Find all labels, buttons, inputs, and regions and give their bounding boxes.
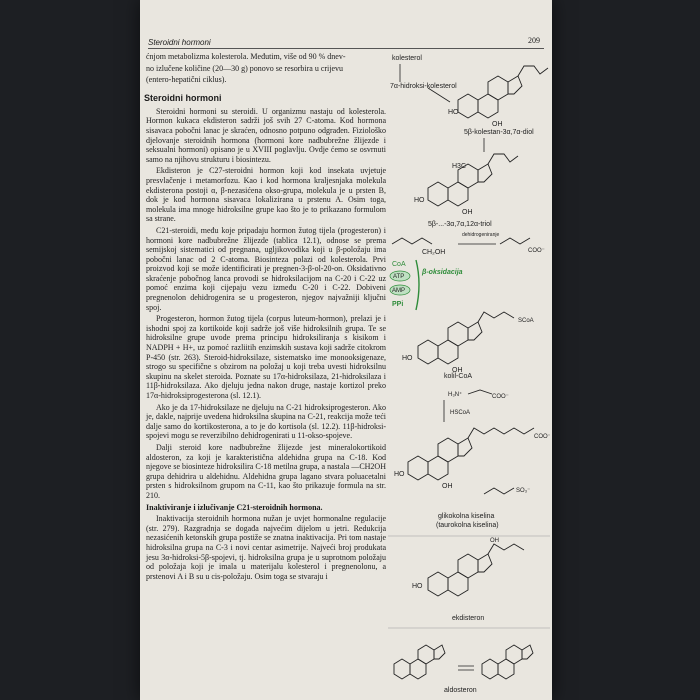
book-page bbox=[140, 0, 552, 700]
label-hscoa: HSCoA bbox=[450, 410, 471, 416]
steroid-diol-structure bbox=[448, 66, 548, 128]
paragraph-2: Ekdisteron je C27-steroidni hormon koji kod insekata uvjetuje presvlačenje i metamorfozu. Kao i kod hormona kraljesnjaka molekula ekdisterona postoji α, β-nezasićena okso-grupa, molekula je u prsten B, dok je kod hormona sisavaca lokalizirana u prstenu A. Osim toga, molekula ima mnoge hidroksilne grupe kao što je to prikazano formulom sa strane. bbox=[146, 166, 386, 224]
page-number: 209 bbox=[528, 36, 540, 45]
left-text-column bbox=[146, 52, 386, 583]
ho-label-ekd: HO bbox=[412, 583, 423, 590]
taurine-chain bbox=[484, 488, 514, 494]
label-h3n: H₃N⁺ bbox=[448, 392, 463, 398]
equilibrium-arrow bbox=[458, 666, 474, 670]
aldosteron-structure-right bbox=[482, 645, 533, 679]
side-chain-right bbox=[500, 238, 530, 244]
oh-label-2: OH bbox=[492, 121, 503, 128]
oh-label-kolil: OH bbox=[452, 367, 463, 374]
label-dehydrogenation: dehidrogeniranje bbox=[462, 232, 500, 238]
label-kolesterol: kolesterol bbox=[392, 55, 422, 62]
label-coo: COO⁻ bbox=[528, 248, 545, 254]
ho-label-kolil: HO bbox=[402, 355, 413, 362]
oh-label-1: HO bbox=[448, 109, 459, 116]
kolil-coa-structure bbox=[402, 312, 534, 374]
ho-label-triol: HO bbox=[414, 197, 425, 204]
intro-line-3: (entero-hepatični ciklus). bbox=[146, 75, 227, 85]
label-hydroxy-kolesterol: 7α-hidroksi-kolesterol bbox=[390, 83, 457, 90]
label-scoa: SCoA bbox=[518, 318, 534, 324]
label-coo-3: COO⁻ bbox=[534, 434, 550, 440]
label-glikokolna: glikokolna kiselina bbox=[438, 513, 495, 520]
arrow-2 bbox=[428, 88, 450, 102]
label-aldosteron: aldosteron bbox=[444, 687, 477, 694]
label-ppi: PPi bbox=[392, 301, 404, 308]
label-amp: AMP bbox=[392, 288, 406, 294]
bile-acid-figure bbox=[388, 48, 550, 700]
label-ch2oh: CH₂OH bbox=[422, 249, 446, 256]
label-taurokolna: (taurokolna kiselina) bbox=[436, 522, 499, 529]
label-so3: SO₃⁻ bbox=[516, 488, 531, 494]
ho-label-gliko: HO bbox=[394, 471, 405, 478]
oh-label-ekd: OH bbox=[490, 538, 499, 544]
label-diol: 5β-kolestan-3α,7α-diol bbox=[464, 129, 534, 136]
paragraph-4: Progesteron, hormon žutog tijela (corpus luteum-hormon), prelazi je i ishodni spoj za kortikoide koji sadrže još više hidroksilnih grupa. Te se hidroksilne grupe uvode prema principu hidroksiliranja s kisikom i NADPH + H+, uz pomoć razliitih enzimskih sustava koji sadrže citokrom P-450 (str. 263). Steroid-hidroksilaze, sistematsko ime monooksigenaze, strogo su specifične s obzirom na položaj u koji treba uvesti hidroksilnu skupinu na skelet steroida. Poznate su 17α-hidroksilaza, 21-hidroksilaza i 11β-hidroksilaza. Ako djeluju jedna nakon druge, nastaje kortizol preko 17α-hidroksiprogesterona (sl. 12.1). bbox=[146, 314, 386, 400]
glikokolna-structure bbox=[394, 428, 550, 490]
steroid-triol-structure bbox=[414, 154, 518, 216]
ekdisteron-structure bbox=[412, 538, 524, 596]
label-kolil-coa: kolil-CoA bbox=[444, 373, 473, 380]
running-title: Steroidni hormoni bbox=[148, 38, 211, 47]
aldosteron-structure-left bbox=[394, 645, 445, 679]
label-beta-oxidation: β-oksidacija bbox=[422, 269, 463, 276]
oh-label-triol: OH bbox=[462, 209, 473, 216]
h3c-label-1: H3C bbox=[452, 163, 467, 170]
paragraph-1: Steroidni hormoni su steroidi. U organizmu nastaju od kolesterola. Hormon kukaca ekdisteron sadrži još svih 27 C-atoma. Kod hormona sisavaca pobočni lanac je skraćen, odnosno potpuno odgrađen. Fiziološko djelovanje steroidnih hormona (hormoni kore nadbubrežne žlijezde i seksualni hormoni) opisano je u XVIII poglavlju. Ovdje ćemo se osvrnuti samo na njihovu strukturu i biosintezu. bbox=[146, 106, 386, 164]
green-arrow-activation bbox=[416, 260, 419, 310]
label-coa: CoA bbox=[392, 261, 406, 268]
label-triol: 5β-...-3α,7α,12α-triol bbox=[428, 221, 492, 228]
paragraph-7: Inaktivacija steroidnih hormona nužan je uvjet hormonalne regulacije (str. 279). Razgradnja se događa najvećim dijelom u jetri. Redukcija nezasićenih ketonskih grupa postiže se znatna inaktivacija. Pri tom nastaje hidroksilna grupa na C-3 i novi centar asimetrije. Najveći broj produkata jesu 3α-hidroksi-5β-spojevi, tj. hidroksilna grupa je u suprotnom položaju od položaja koji je imala u materijalu kolesterol i pregnenolonu, a prstenovi A i B su u cis-položaju. Osim toga se stvaraju i bbox=[146, 514, 386, 581]
paragraph-6: Dalji steroid kore nadbubrežne žlijezde jest mineralokortikoid aldosteron, za koji je karakteristična aldehidna grupa na C-18. Kod njegove se biosinteze hidroksilira C-18 metilna grupa, a nastala —CH2OH grupa dehidrira u aldehidnu. Aldehidna grupa lagano stvara poluacetalni prsten s hidroksilnom grupom na C-11, kao što prikazuje formula na str. 210. bbox=[146, 442, 386, 500]
paragraph-3: C21-steroidi, među koje pripadaju hormon žutog tijela (progesteron) i hormoni kore nadbubrežne žlijezde (tablica 12.1), odnose se prema semijskoj sistematici od pregnana, ugljikovodika koji u β-položaju ima pobočni lanac od 2 C-atoma. Biosinteza polazi od kolesterola. Prvi proizvod koji se može identificirati je pregnen-3-β-ol-20-on. Oksidativno skraćenje pobočnog lanca provodi se hidroksilacijom na C-20 i C-22 uz pomoć enzima koji cijepaju vezu između C-20 i C-22. Dobiveni pregnenolon dehidrogenira se u progesteron, njegov najvažniji ključni spoj. bbox=[146, 225, 386, 312]
section-title: Steroidni hormoni bbox=[144, 92, 222, 103]
oh-label-gliko: OH bbox=[442, 483, 453, 490]
label-atp: ATP bbox=[393, 274, 405, 280]
intro-line-2: no izlučene količine (20—30 g) ponovo se resorbira u crijevu bbox=[146, 63, 344, 73]
glycine-chain bbox=[468, 390, 492, 394]
subheading: Inaktiviranje i izlučivanje C21-steroidnih hormona. bbox=[146, 502, 323, 512]
paragraph-5: Ako je da 17-hidroksilaze ne djeluju na C-21 hidroksiprogesteron. Ako je, dakle, najprije uvedena hidroksilna skupina na C-21, reakcija može teći dalje samo do kortikosterona, a to je do kortisola (sl. 12.2). 11β-hidroksi-spojevi mogu se reverzibilno dehidrogenirati u 11-okso-spojeve. bbox=[146, 402, 386, 441]
label-ekdisteron: ekdisteron bbox=[452, 615, 485, 622]
label-coo-2: COO⁻ bbox=[492, 394, 509, 400]
figure-svg bbox=[388, 48, 550, 700]
intro-line-1: ćnjom metabolizma kolesterola. Međutim, više od 90 % dnev- bbox=[146, 52, 346, 61]
side-chain-left bbox=[392, 238, 432, 244]
